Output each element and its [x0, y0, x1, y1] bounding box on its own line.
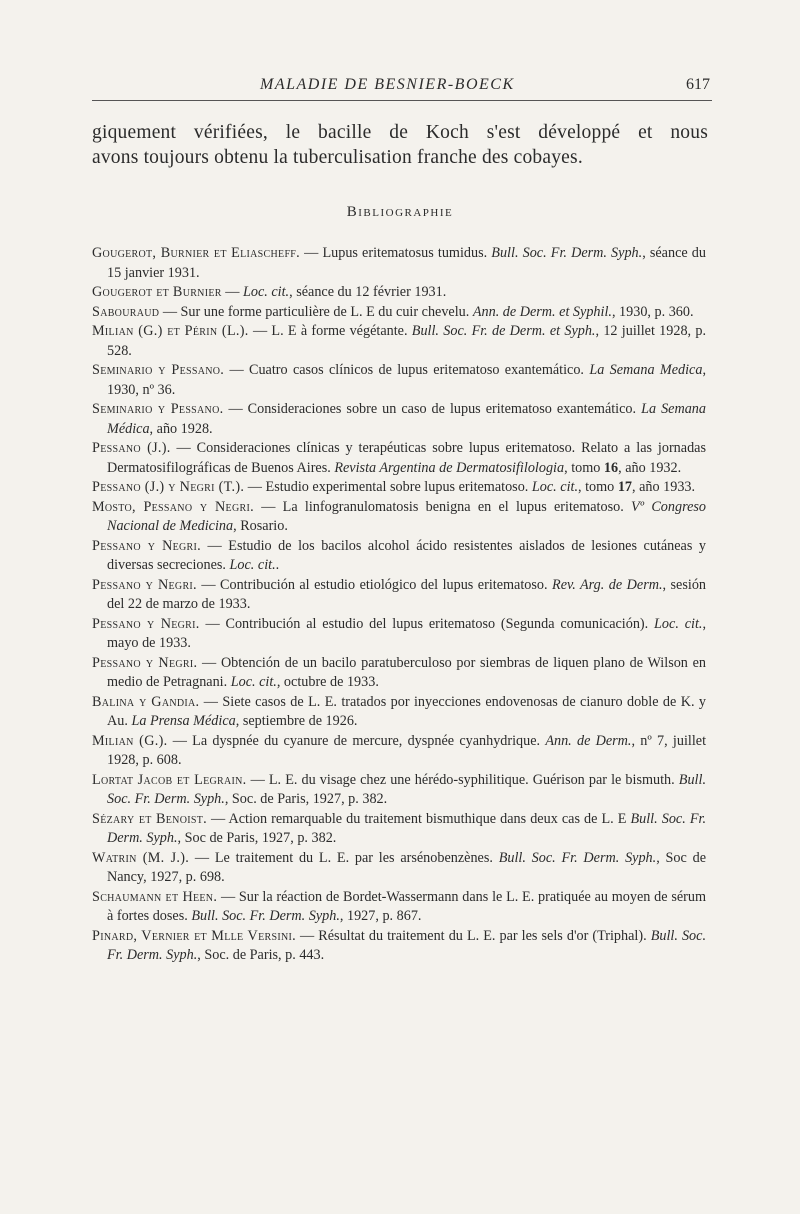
entry-journal: Loc. cit.: [230, 674, 277, 690]
entry-authors: Pessano y Negri.: [92, 615, 200, 632]
entry-authors: Schaumann et Heen.: [92, 888, 218, 905]
bibliography-entry: [92, 303, 706, 323]
entry-details: , septiembre de 1926.: [235, 713, 358, 729]
bibliography-entry: [92, 888, 706, 927]
intro-line: giquement vérifiées, le bacille de Koch s'est développé et nous: [92, 122, 708, 143]
entry-authors: Balina y Gandia.: [92, 693, 200, 710]
entry-authors: Sabouraud: [92, 303, 160, 320]
entry-details: , Rosario.: [233, 518, 288, 534]
bibliography-entry: [92, 537, 706, 576]
entry-title: — Action remarquable du traitement bismuthique dans deux cas de L. E: [206, 810, 631, 827]
entry-authors: Watrin (M. J.).: [92, 849, 190, 866]
entry-details: , Soc de Paris, 1927, p. 382.: [177, 830, 337, 846]
entry-title: — La dyspnée du cyanure de mercure, dyspnée cyanhydrique.: [167, 732, 546, 749]
bibliography-entry: [92, 810, 706, 849]
entry-journal: Bull. Soc. Fr. Derm. Syph.: [107, 810, 706, 846]
entry-title: — Le traitement du L. E. par les arsénobenzènes.: [189, 849, 499, 866]
bibliography-list: [92, 244, 706, 966]
bibliography-entry: [92, 849, 706, 888]
bibliography-entry: [92, 361, 706, 400]
entry-title: — Sur une forme particulière de L. E du cuir chevelu.: [159, 303, 473, 320]
entry-authors: Pessano (J.) y Negri (T.).: [92, 479, 245, 495]
entry-authors: Lortat Jacob et Legrain.: [92, 771, 247, 788]
entry-journal: La Semana Medica: [589, 362, 703, 378]
entry-journal: Bull. Soc. Fr. Derm. Syph.: [191, 908, 340, 924]
entry-authors: Sézary et Benoist.: [92, 810, 207, 827]
entry-authors: Pessano y Negri.: [92, 654, 198, 671]
entry-title: —: [221, 284, 243, 300]
entry-details: , Soc. de Paris, 1927, p. 382.: [224, 791, 388, 807]
entry-title: — Consideraciones sobre un caso de lupus eritematoso exantemático.: [223, 401, 642, 417]
entry-details: , 12 juillet 1928, p. 528.: [107, 323, 707, 359]
entry-journal: Revista Argentina de Dermatosifilologia: [334, 459, 565, 476]
entry-title: — Sur la réaction de Bordet-Wassermann dans le L. E. pratiquée au moyen de sérum à fortes doses.: [107, 888, 706, 924]
entry-journal: Ann. de Derm. et Syphil.: [472, 303, 612, 320]
entry-title: — Estudio experimental sobre lupus eritematoso.: [244, 479, 532, 495]
entry-volume: 17: [617, 479, 632, 495]
entry-details: , tomo: [578, 479, 618, 495]
entry-journal: Loc. cit.: [531, 479, 578, 495]
entry-journal: Bull. Soc. Fr. Derm. Syph.: [107, 771, 706, 807]
bibliography-entry: [92, 771, 706, 810]
bibliography-entry: [92, 322, 706, 361]
entry-title: — Consideraciones clínicas y terapéuticas sobre lupus eritematoso. Relato a las jornadas Dermatosifilográficas de Buenos Aires.: [107, 440, 706, 476]
intro-line: avons toujours obtenu la tuberculisation franche des cobayes.: [92, 147, 583, 168]
entry-title: — L. E à forme végétante.: [248, 323, 412, 339]
entry-title: — L. E. du visage chez une hérédo-syphilitique. Guérison par le bismuth.: [246, 771, 679, 788]
bibliography-entry: [92, 283, 706, 303]
entry-journal: Vº Congreso Nacional de Medicina: [107, 498, 706, 534]
entry-journal: Rev. Arg. de Derm.: [552, 576, 663, 593]
entry-authors: Gougerot et Burnier: [92, 284, 222, 300]
entry-journal: Loc. cit.: [229, 557, 276, 573]
bibliography-entry: [92, 400, 706, 439]
entry-details: , Soc de Nancy, 1927, p. 698.: [107, 849, 706, 885]
entry-title: — Cuatro casos clínicos de lupus eritematoso exantemático.: [224, 362, 590, 378]
entry-authors: Mosto, Pessano y Negri.: [92, 498, 254, 515]
running-title: MALADIE DE BESNIER-BOECK: [260, 76, 515, 93]
entry-details: , Soc. de Paris, p. 443.: [197, 947, 325, 963]
entry-title: — Contribución al estudio del lupus eritematoso (Segunda comunicación).: [199, 615, 655, 632]
bibliography-entry: [92, 439, 706, 478]
entry-authors: Milian (G.) et Périn (L.).: [92, 323, 249, 339]
entry-volume: 16: [603, 459, 619, 476]
entry-details: , tomo: [564, 459, 604, 476]
bibliography-entry: [92, 244, 706, 283]
entry-authors: Pessano (J.).: [92, 440, 171, 456]
entry-title: — Lupus eritematosus tumidus.: [300, 245, 492, 261]
entry-title: — La linfogranulomatosis benigna en el lupus eritematoso.: [253, 498, 632, 515]
entry-details: , nº 7, juillet 1928, p. 608.: [107, 732, 707, 768]
bibliography-entry: [92, 732, 706, 771]
entry-details: , séance du 15 janvier 1931.: [107, 245, 706, 281]
running-header: [92, 72, 712, 101]
bibliography-entry: [92, 615, 706, 654]
entry-journal: La Semana Médica: [107, 401, 706, 437]
entry-journal: Loc. cit.: [243, 284, 290, 300]
entry-journal: Ann. de Derm.: [545, 732, 632, 749]
entry-authors: Pessano y Negri.: [92, 537, 202, 554]
entry-journal: Loc. cit.: [654, 615, 703, 632]
entry-details: , año 1928.: [149, 420, 213, 437]
entry-details: .: [275, 557, 280, 573]
entry-journal: Bull. Soc. Fr. Derm. Syph.: [498, 849, 657, 866]
entry-authors: Milian (G.).: [92, 732, 168, 749]
entry-title: — Siete casos de L. E. tratados por inyecciones endovenosas de cianuro doble de K. y Au.: [107, 693, 706, 729]
bibliography-entry: [92, 478, 706, 498]
entry-details: , sesión del 22 de marzo de 1933.: [107, 576, 707, 612]
bibliography-entry: [92, 693, 706, 732]
entry-details: , 1930, p. 360.: [611, 303, 694, 320]
entry-details: , 1927, p. 867.: [339, 908, 422, 924]
entry-authors: Gougerot, Burnier et Eliascheff.: [92, 245, 301, 261]
entry-authors: Pessano y Negri.: [92, 576, 197, 593]
bibliography-heading: Bibliographie: [346, 204, 454, 220]
bibliography-entry: [92, 576, 706, 615]
entry-details: , séance du 12 février 1931.: [289, 284, 447, 300]
entry-details: , año 1933.: [632, 479, 696, 495]
entry-details: , año 1932.: [618, 459, 682, 476]
entry-title: — Obtención de un bacilo paratuberculoso por siembras de liquen plano de Wilson en medio de Petragnani.: [107, 654, 706, 690]
entry-journal: La Prensa Médica: [131, 713, 236, 729]
entry-journal: Bull. Soc. Fr. de Derm. et Syph.: [411, 323, 596, 339]
entry-authors: Seminario y Pessano.: [92, 362, 225, 378]
page-number: 617: [686, 76, 710, 93]
entry-authors: Pinard, Vernier et Mlle Versini.: [92, 927, 296, 944]
entry-details: , octubre de 1933.: [276, 674, 379, 690]
entry-title: — Résultat du traitement du L. E. par les sels d'or (Triphal).: [295, 927, 651, 944]
bibliography-entry: [92, 927, 706, 966]
entry-journal: Bull. Soc. Fr. Derm. Syph.: [491, 245, 643, 261]
entry-journal: Bull. Soc. Fr. Derm. Syph.: [107, 927, 706, 963]
intro-paragraph: [92, 120, 708, 170]
entry-details: , 1930, nº 36.: [107, 362, 706, 398]
entry-title: — Estudio de los bacilos alcohol ácido resistentes aislados de lesiones cutáneas y diversas secreciones.: [107, 537, 706, 573]
entry-details: , mayo de 1933.: [107, 615, 706, 651]
bibliography-entry: [92, 498, 706, 537]
bibliography-entry: [92, 654, 706, 693]
entry-authors: Seminario y Pessano.: [92, 401, 224, 417]
entry-title: — Contribución al estudio etiológico del lupus eritematoso.: [196, 576, 553, 593]
